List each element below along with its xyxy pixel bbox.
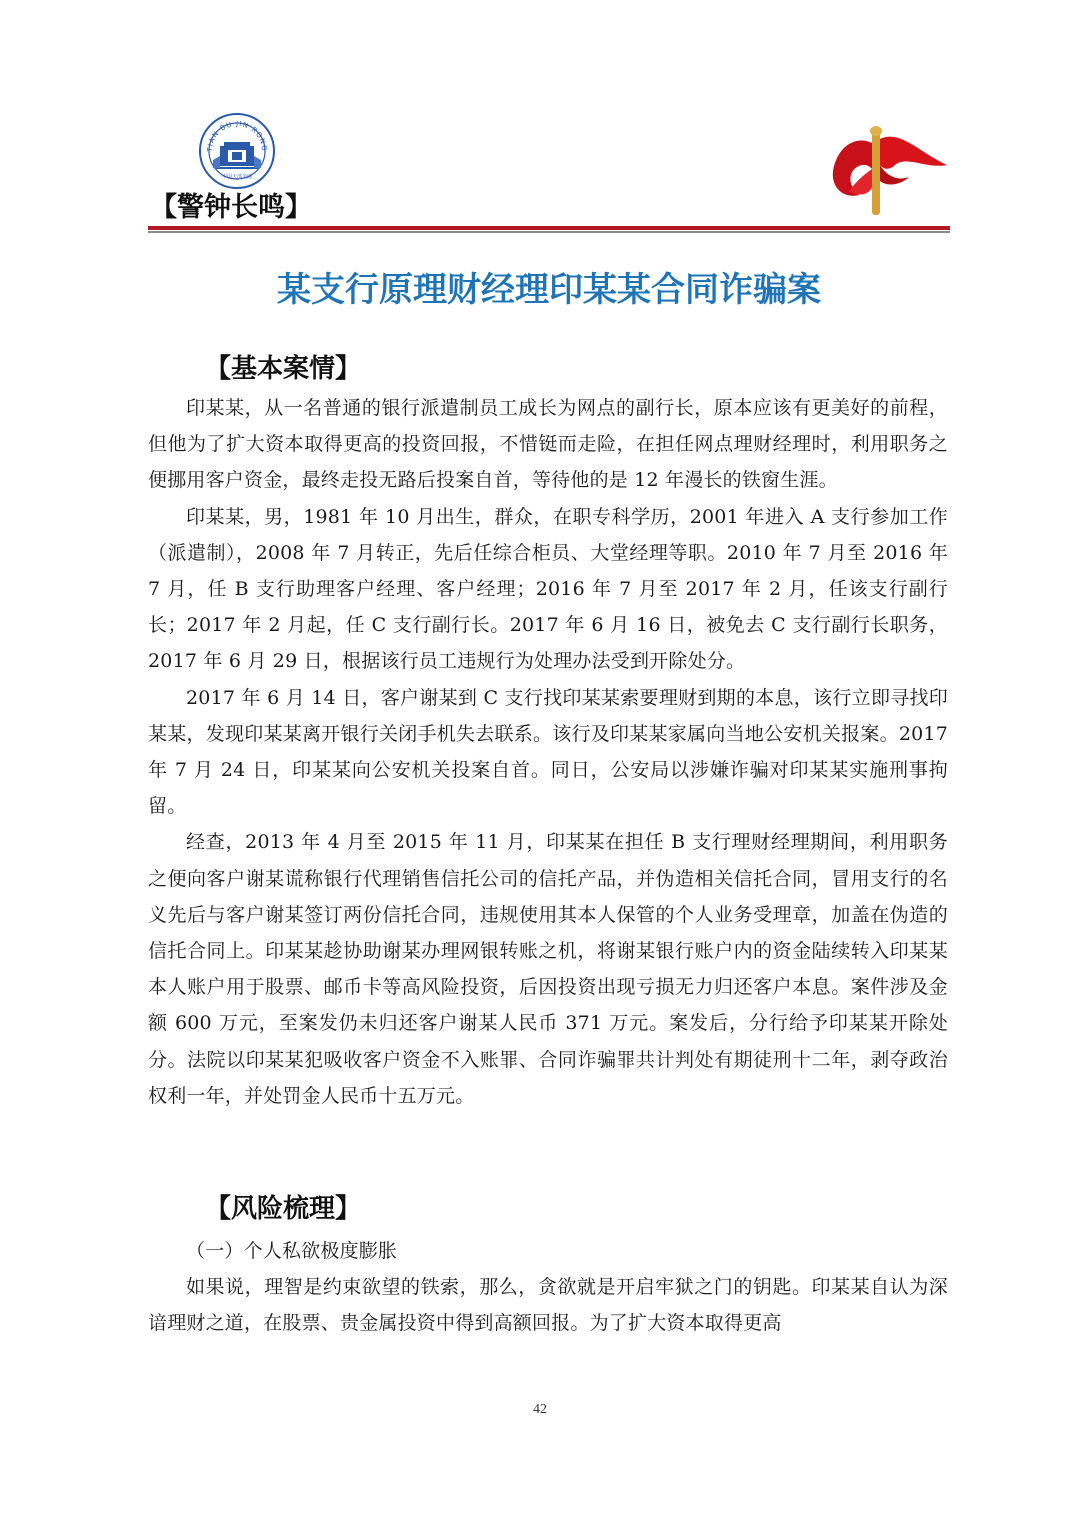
paragraph: 2017 年 6 月 14 日，客户谢某到 C 支行找印某某索要理财到期的本息，该行立即寻找印某某，发现印某某离开银行关闭手机失去联系。该行及印某某家属向当地公安机关报案。2017 年 7 月 24 日，印某某向公安机关投案自首。同日，公安局以涉嫌诈骗对印某某实施刑事拘留。: [148, 686, 948, 818]
section-heading-basic-facts: 【基本案情】: [205, 354, 362, 384]
header-rule-gray: [148, 231, 950, 233]
bank-logo: [198, 112, 276, 190]
page-number: 42: [533, 1402, 547, 1417]
header-rule-red: [148, 226, 950, 230]
red-flag-icon: [825, 125, 950, 217]
column-title: 【警钟长鸣】: [150, 192, 312, 223]
paragraph: 如果说，理智是约束欲望的铁索，那么，贪欲就是开启牢狱之门的钥匙。印某某自认为深谙理财之道，在股票、贵金属投资中得到高额回报。为了扩大资本取得更高: [148, 1276, 948, 1335]
paragraph: 经查，2013 年 4 月至 2015 年 11 月，印某某在担任 B 支行理财经理期间，利用职务之便向客户谢某谎称银行代理销售信托公司的信托产品，并伪造相关信托合同，冒用支行的名义先后与客户谢某签订两份信托合同，违规使用其本人保管的个人业务受理章，加盖在伪造的信托合同上。印某某趁协助谢某办理网银转账之机，将谢某银行账户内的资金陆续转入印某某本人账户用于股票、邮币卡等高风险投资，后因投资出现亏损无力归还客户本息。案件涉及金额 600 万元，至案发仍未归还客户谢某人民币 371 万元。案发后，分行给予印某某开除处分。法院以印某某犯吸收客户资金不入账罪、合同诈骗罪共计判处有期徒刑十二年，剥夺政治权利一年，并处罚金人民币十五万元。: [148, 831, 948, 1107]
logo-text-top: TIAN BU JIN RONG: [205, 119, 269, 153]
section-body-basic-facts: [148, 390, 948, 1114]
paragraph: 印某某，从一名普通的银行派遣制员工成长为网点的副行长，原本应该有更美好的前程，但他为了扩大资本取得更高的投资回报，不惜铤而走险，在担任网点理财经理时，利用职务之便挪用客户资金，最终走投无路后投案自首，等待他的是 12 年漫长的铁窗生涯。: [148, 397, 948, 492]
subheading: （一）个人私欲极度膨胀: [186, 1240, 398, 1262]
section-body-risk-review: [148, 1233, 948, 1342]
paragraph: 印某某，男，1981 年 10 月出生，群众，在职专科学历，2001 年进入 A 支行参加工作（派遣制），2008 年 7 月转正，先后任综合柜员、大堂经理等职。2010 年 7 月至 2016 年 7 月，任 B 支行助理客户经理、客户经理；2016 年 7 月至 2017 年 2 月，任该支行副行长；2017 年 2 月起，任 C 支行副行长。2017 年 6 月 16 日，被免去 C 支行副行长职务，2017 年 6 月 29 日，根据该行员工违规行为处理办法受到开除处分。: [148, 505, 948, 673]
logo-text-bottom: 中国天部金融: [221, 174, 253, 180]
document-title: 某支行原理财经理印某某合同诈骗案: [277, 270, 821, 310]
section-heading-risk-review: 【风险梳理】: [205, 1194, 362, 1224]
